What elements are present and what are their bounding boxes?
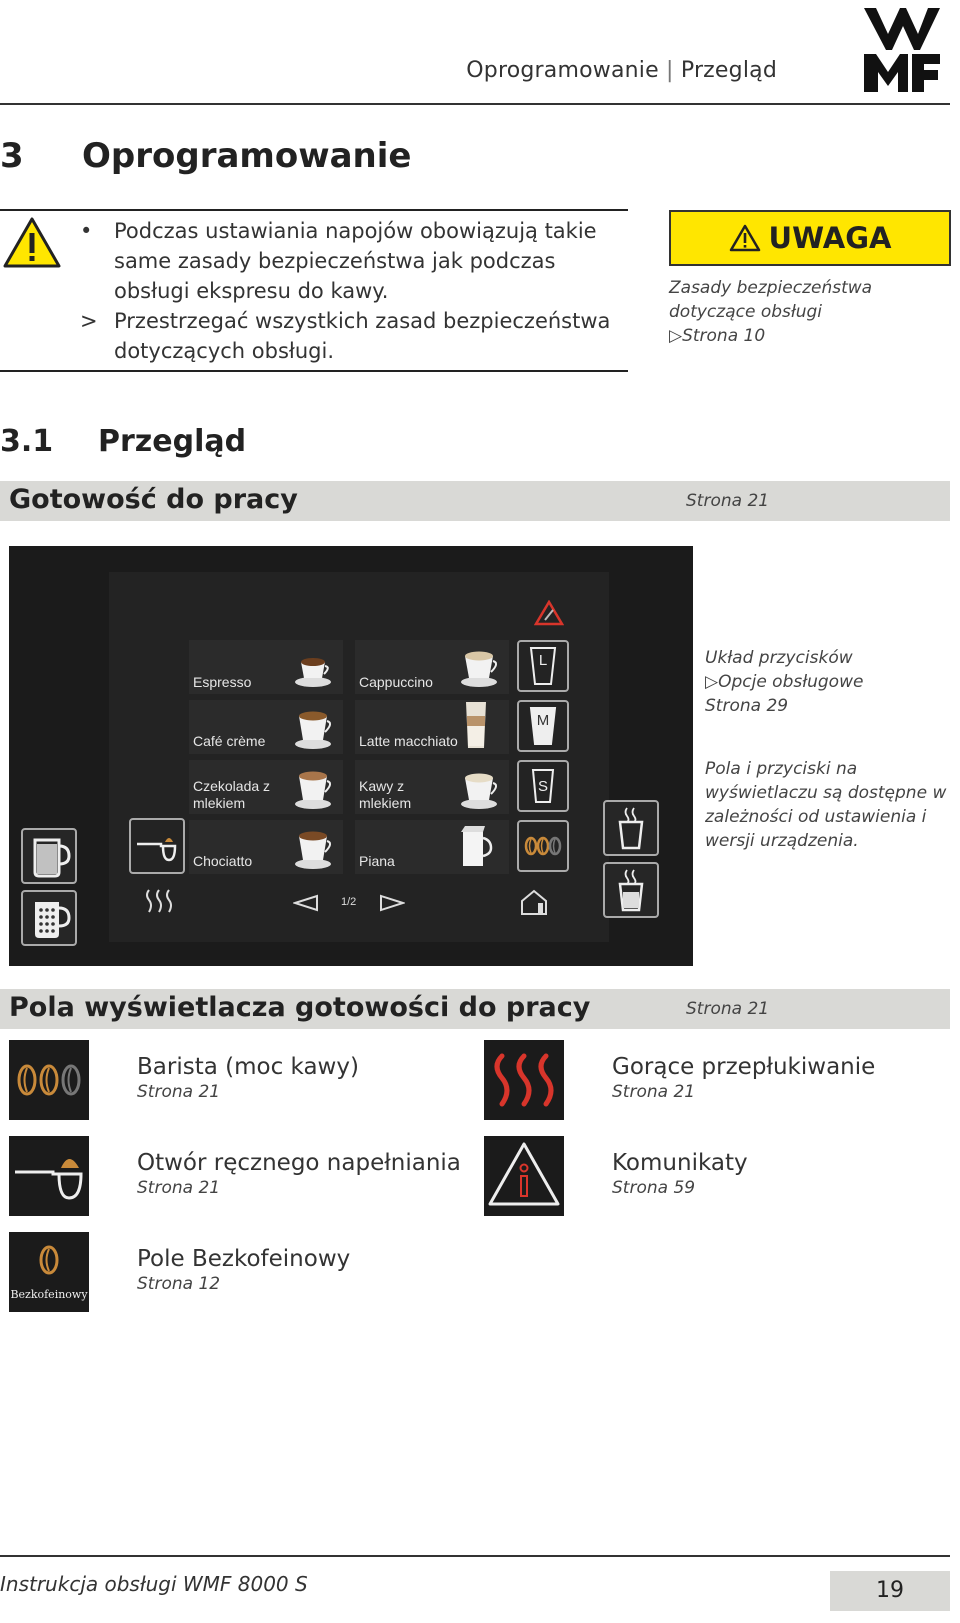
hot-rinse-icon [484,1040,564,1120]
legend-title: Barista (moc kawy) [137,1054,359,1080]
manual-fill-button[interactable] [129,818,185,874]
band-title: Gotowość do pracy [9,484,298,515]
cafe-creme-cup-icon [291,704,337,750]
page-number: 19 [830,1571,950,1611]
uwaga-label: UWAGA [768,221,892,255]
drink-panel [109,572,609,942]
legend-ref: Strona 12 [137,1274,221,1294]
layout-note-page: Strona 29 [705,696,789,716]
arrow-left-icon[interactable] [293,894,319,912]
manual-fill-icon [131,820,183,872]
caution-triangle-icon [729,224,761,252]
band-ref: Strona 21 [686,999,770,1019]
beans-strength-icon [9,1040,89,1120]
size-label: M [536,711,550,729]
drink-label: Kawy z mlekiem [359,778,412,811]
band-fields [0,989,950,1029]
uwaga-ref-page: Strona 10 [682,326,766,346]
jug-button[interactable] [21,828,77,884]
wmf-logo [862,4,942,94]
warning-info-icon[interactable] [534,600,564,630]
legend-title: Pole Bezkofeinowy [137,1246,351,1272]
size-medium-button[interactable] [517,700,569,752]
safety-text: Przestrzegać wszystkich zasad bezpieczeństwa dotyczących obsługi. [114,309,611,363]
size-small-button[interactable] [517,760,569,812]
coffee-milk-cup-icon [457,764,503,810]
bullet-marker: • [80,219,93,243]
steam-button[interactable] [603,862,659,918]
manual-fill-icon [9,1136,89,1216]
header-rule [0,103,950,105]
uwaga-ref-text: Zasady bezpieczeństwa dotyczące obsługi [669,278,873,322]
safety-action [80,306,620,366]
drink-label: Chociatto [193,853,253,869]
header-separator: | [666,58,674,83]
drink-label: Piana [359,853,395,869]
size-large-button[interactable] [517,640,569,692]
footer-manual-title: Instrukcja obsługi WMF 8000 S [0,1572,308,1596]
layout-note [705,646,955,718]
uwaga-ref-link[interactable] [669,324,959,348]
layout-note-link[interactable] [705,670,955,694]
legend-title: Komunikaty [612,1150,748,1176]
band-ref: Strona 21 [686,491,770,511]
chapter-number: 3 [0,136,24,176]
decaf-icon [9,1232,89,1292]
size-label: S [537,777,548,795]
espresso-cup-icon [291,644,337,690]
header-section: Oprogramowanie [466,58,659,83]
page-indicator: 1/2 [341,896,357,908]
safety-instructions [80,216,620,366]
band-ready [0,481,950,521]
chociatto-cup-icon [291,824,337,870]
cappuccino-cup-icon [457,642,503,688]
triangle-right-icon: ▷ [705,672,719,692]
hot-rinse-icon[interactable] [143,886,179,916]
chapter-title: Oprogramowanie [82,136,412,176]
drink-label: Espresso [193,674,252,690]
uwaga-reference [669,276,959,348]
safety-text: Podczas ustawiania napojów obowiązują takie same zasady bezpieczeństwa jak podczas obsługi ekspresu do kawy. [114,219,597,303]
home-icon[interactable] [519,888,549,916]
layout-note-ref: Opcje obsługowe [718,672,864,692]
steam-cup-icon [605,864,657,916]
legend-messages-icon-box [484,1136,564,1216]
hot-water-button[interactable] [603,800,659,856]
decaf-icon-label: Bezkofeinowy [10,1288,88,1301]
jug-icon [23,830,75,882]
legend-ref: Strona 21 [137,1082,221,1102]
legend-manual-fill-icon-box [9,1136,89,1216]
legend-ref: Strona 21 [137,1178,221,1198]
triangle-right-icon: ▷ [669,326,683,346]
action-marker: > [80,309,98,333]
hot-water-icon [605,802,657,854]
warning-triangle-icon [2,216,62,274]
arrow-right-icon[interactable] [379,894,405,912]
availability-note: Pola i przyciski na wyświetlaczu są dostępne w zależności od ustawienia i wersji urządzenia. [705,759,947,851]
legend-rinse-icon-box [484,1040,564,1120]
band-title: Pola wyświetlacza gotowości do pracy [9,992,591,1023]
drink-label: Café crème [193,733,266,749]
footer-rule [0,1555,950,1557]
drink-label: Cappuccino [359,674,433,690]
legend-barista-icon-box [9,1040,89,1120]
warning-rule-top [0,209,628,211]
sieve-button[interactable] [21,890,77,946]
safety-bullet [80,216,620,306]
uwaga-box [669,210,951,266]
sieve-icon [23,892,75,944]
size-label: L [538,651,548,669]
drink-label: Latte macchiato [359,733,458,749]
legend-title: Otwór ręcznego napełniania [137,1150,461,1176]
chocolate-cup-icon [291,764,337,810]
beans-strength-icon [519,822,567,870]
wmf-logo-icon [862,4,942,94]
legend-ref: Strona 59 [612,1178,696,1198]
legend-ref: Strona 21 [612,1082,696,1102]
display-screen [9,546,693,966]
warning-rule-bottom [0,370,628,372]
barista-strength-button[interactable] [517,820,569,872]
legend-title: Gorące przepłukiwanie [612,1054,876,1080]
section-title: Przegląd [98,424,247,459]
header-subsection: Przegląd [680,58,777,83]
section-number: 3.1 [0,424,54,459]
running-header [466,58,777,83]
legend-decaf-icon-box [9,1232,89,1312]
drink-label: Czekolada z mlekiem [193,778,271,811]
milk-foam-jug-icon [455,822,495,872]
chapter-heading [0,136,411,176]
section-heading [0,424,246,459]
latte-glass-icon [461,698,491,752]
warning-info-icon [484,1136,564,1216]
layout-note-title: Układ przycisków [705,648,853,668]
